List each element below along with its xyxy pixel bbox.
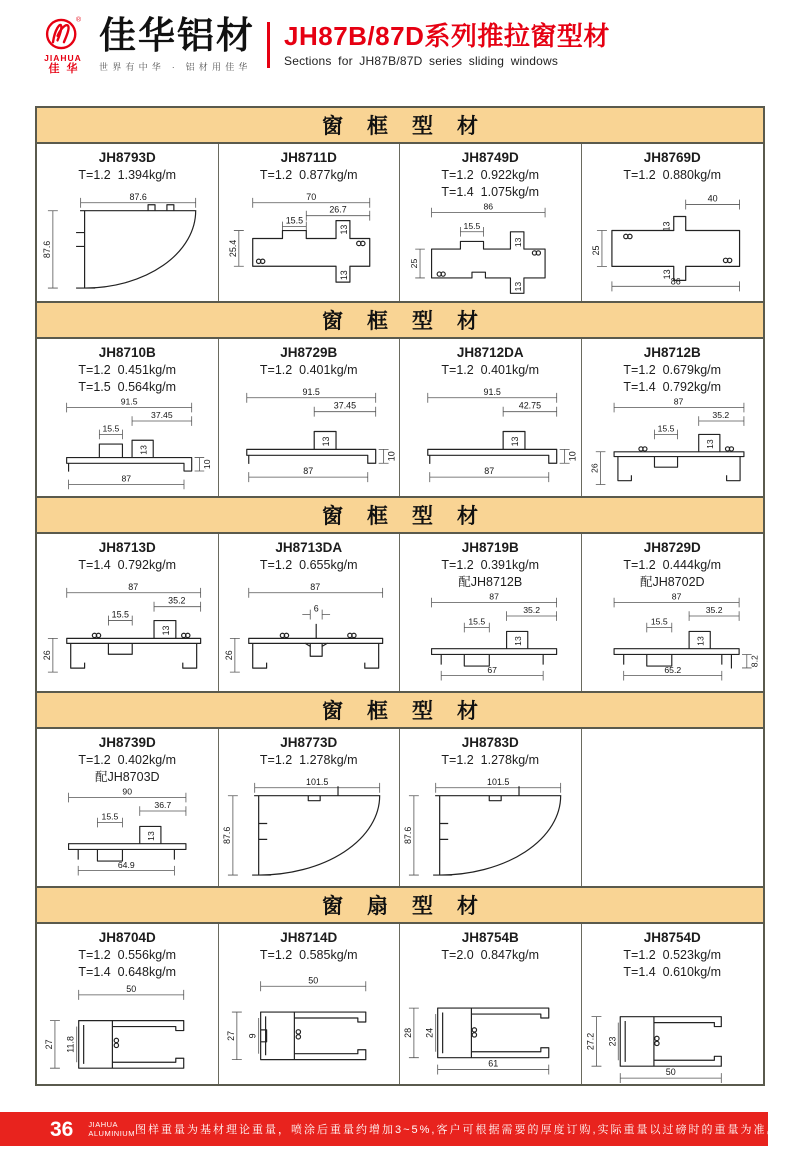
profile-cell	[582, 339, 764, 496]
profile-code: JH8773D	[280, 735, 338, 750]
profile-weight: T=1.2 0.401kg/m	[259, 363, 358, 378]
profile-cell	[219, 339, 401, 496]
profile-weight: T=1.2 0.922kg/m	[441, 168, 540, 183]
profile-drawing	[219, 184, 400, 301]
dim-label: 13	[661, 221, 672, 232]
profile-table	[35, 106, 765, 1086]
dim-label: 87	[489, 591, 499, 602]
section-header	[37, 886, 763, 924]
section-title: 窗框型材	[322, 115, 502, 138]
profile-code: JH8729B	[280, 345, 338, 360]
dim-label: 13	[160, 625, 171, 636]
jiahua-logo-icon	[43, 14, 83, 54]
dim-label: 15.5	[101, 811, 119, 822]
dim-label: 42.75	[518, 400, 542, 411]
dim-label: 13	[513, 281, 524, 292]
footer-brand	[88, 1120, 135, 1139]
profile-weight: T=1.4 0.648kg/m	[78, 965, 177, 980]
profile-code: JH8714D	[280, 930, 338, 945]
dim-label: 35.2	[711, 410, 729, 421]
dim-label: 25	[409, 258, 420, 269]
profile-cell	[400, 144, 582, 301]
profile-drawing	[37, 184, 218, 301]
dim-label: 10	[386, 451, 397, 462]
registered-mark: ®	[75, 15, 81, 23]
dim-label: 87.6	[221, 826, 232, 845]
profile-drawing	[400, 379, 581, 496]
section-row	[37, 534, 763, 691]
profile-weight: 配JH8703D	[94, 770, 160, 785]
title-block	[284, 22, 610, 69]
dim-label: 87.6	[41, 240, 52, 259]
profile-cell	[37, 729, 219, 886]
profile-cell	[37, 339, 219, 496]
profile-code: JH8783D	[461, 735, 519, 750]
section-row	[37, 339, 763, 496]
profile-weight: 配JH8702D	[639, 575, 705, 590]
profile-drawing	[400, 591, 581, 691]
dim-label: 13	[513, 636, 524, 646]
section-title: 窗扇型材	[322, 895, 502, 918]
dim-label: 13	[510, 436, 521, 447]
profile-weight: T=1.5 0.564kg/m	[78, 380, 177, 395]
dim-label: 15.5	[468, 616, 486, 627]
profile-cell	[582, 924, 764, 1084]
dim-label: 35.2	[168, 595, 186, 606]
profile-weight: T=1.4 0.610kg/m	[623, 965, 722, 980]
dim-label: 87.6	[129, 191, 147, 202]
profile-cell	[37, 144, 219, 301]
profile-weight: T=1.4 1.075kg/m	[441, 185, 540, 200]
dim-label: 64.9	[117, 859, 135, 870]
dim-label: 37.45	[151, 410, 173, 421]
brand-tagline: 世界有中华 · 铝材用佳华	[99, 62, 252, 72]
profile-weight: T=1.2 0.451kg/m	[78, 363, 177, 378]
dim-label: 10	[567, 451, 578, 462]
dim-label: 101.5	[305, 776, 328, 787]
dim-label: 61	[488, 1058, 499, 1069]
profile-weight: T=1.2 0.877kg/m	[259, 168, 358, 183]
dim-label: 26	[223, 650, 234, 661]
dim-label: 91.5	[120, 396, 138, 407]
profile-drawing	[400, 964, 581, 1084]
section-row	[37, 144, 763, 301]
section-title: 窗框型材	[322, 310, 502, 333]
profile-weight: T=1.4 0.792kg/m	[78, 558, 177, 573]
profile-code: JH8713D	[98, 540, 156, 555]
profile-weight: T=1.2 0.679kg/m	[623, 363, 722, 378]
profile-drawing	[37, 574, 218, 691]
profile-code: JH8710B	[98, 345, 156, 360]
section-5	[37, 886, 763, 1084]
profile-code: JH8749D	[461, 150, 519, 165]
dim-label: 24	[424, 1028, 435, 1038]
dim-label: 13	[513, 237, 524, 248]
dim-label: 23	[606, 1036, 617, 1047]
dim-label: 50	[126, 983, 137, 994]
profile-drawing	[582, 184, 764, 301]
profile-drawing	[219, 769, 400, 886]
dim-label: 15.5	[650, 616, 668, 627]
profile-drawing	[37, 786, 218, 886]
profile-code: JH8704D	[98, 930, 156, 945]
dim-label: 11.8	[65, 1036, 76, 1053]
profile-code: JH8769D	[643, 150, 701, 165]
brand-block	[99, 17, 255, 73]
dim-label: 87.6	[402, 826, 413, 845]
footer-brand-line1: JIAHUA	[88, 1119, 119, 1129]
profile-weight: T=1.2 0.880kg/m	[623, 168, 722, 183]
profile-weight: T=1.2 0.444kg/m	[623, 558, 722, 573]
profile-weight: T=1.2 0.585kg/m	[259, 948, 358, 963]
profile-cell	[400, 729, 582, 886]
page-footer	[0, 1112, 780, 1146]
page-number: 36	[50, 1117, 74, 1141]
profile-weight: T=1.2 0.391kg/m	[441, 558, 540, 573]
dim-label: 40	[707, 193, 718, 204]
dim-label: 13	[320, 436, 331, 447]
page-title: JH87B/87D系列推拉窗型材	[284, 20, 610, 51]
dim-label: 15.5	[111, 609, 129, 620]
profile-drawing	[400, 201, 581, 301]
dim-label: 87	[309, 581, 320, 592]
section-row	[37, 924, 763, 1084]
page-header	[35, 12, 770, 78]
page-subtitle: Sections for JH87B/87D series sliding windows	[284, 54, 559, 69]
profile-code: JH8711D	[280, 150, 337, 165]
dim-label: 15.5	[463, 220, 481, 231]
dim-label: 90	[122, 786, 133, 797]
logo-block	[35, 14, 91, 77]
profile-weight: T=1.2 0.655kg/m	[259, 558, 358, 573]
profile-code: JH8754B	[461, 930, 519, 945]
profile-cell	[219, 924, 401, 1084]
dim-label: 15.5	[657, 423, 674, 434]
profile-code: JH8793D	[98, 150, 156, 165]
dim-label: 27.2	[584, 1032, 595, 1051]
dim-label: 10	[201, 459, 212, 470]
dim-label: 9	[247, 1033, 258, 1039]
dim-label: 27	[43, 1039, 54, 1050]
profile-weight: T=1.2 0.402kg/m	[78, 753, 177, 768]
dim-label: 87	[484, 466, 495, 477]
section-header	[37, 108, 763, 144]
dim-label: 36.7	[154, 800, 172, 811]
section-2	[37, 301, 763, 496]
profile-drawing	[37, 396, 218, 496]
dim-label: 27	[225, 1030, 236, 1041]
profile-cell	[219, 144, 401, 301]
section-header	[37, 691, 763, 729]
profile-weight: T=2.0 0.847kg/m	[441, 948, 540, 963]
profile-drawing	[219, 379, 400, 496]
dim-label: 6	[313, 603, 319, 614]
header-divider	[267, 22, 270, 68]
profile-cell	[219, 534, 401, 691]
dim-label: 15.5	[285, 215, 303, 226]
profile-code: JH8739D	[98, 735, 156, 750]
logo-cn-text: 佳华	[48, 63, 85, 76]
profile-drawing	[219, 574, 400, 691]
dim-label: 35.2	[523, 605, 541, 616]
dim-label: 26.7	[328, 204, 347, 215]
dim-label: 13	[695, 636, 706, 646]
profile-weight: 配JH8712B	[458, 575, 523, 590]
profile-cell-empty	[582, 729, 764, 886]
profile-code: JH8712DA	[456, 345, 524, 360]
dim-label: 37.45	[333, 400, 356, 411]
profile-cell	[37, 534, 219, 691]
dim-label: 25.4	[227, 239, 238, 258]
section-header	[37, 496, 763, 534]
section-title: 窗框型材	[322, 505, 502, 528]
dim-label: 87	[302, 466, 313, 477]
profile-cell	[582, 534, 764, 691]
dim-label: 91.5	[302, 386, 320, 397]
dim-label: 26	[589, 463, 600, 473]
profile-cell	[219, 729, 401, 886]
dim-label: 87	[671, 591, 681, 602]
section-4	[37, 691, 763, 886]
profile-drawing	[582, 396, 764, 496]
dim-label: 86	[670, 276, 681, 287]
profile-drawing	[582, 591, 764, 691]
profile-drawing	[400, 769, 581, 886]
dim-label: 50	[307, 975, 318, 986]
section-title: 窗框型材	[322, 700, 502, 723]
profile-code: JH8729D	[643, 540, 701, 555]
profile-code: JH8754D	[643, 930, 701, 945]
dim-label: 65.2	[663, 664, 681, 675]
profile-drawing	[219, 964, 400, 1084]
dim-label: 28	[402, 1028, 413, 1038]
profile-code: JH8713DA	[275, 540, 343, 555]
profile-code: JH8719B	[461, 540, 519, 555]
dim-label: 8.2	[748, 655, 759, 668]
brand-name: 佳华铝材	[99, 15, 255, 56]
dim-label: 13	[138, 445, 149, 455]
section-row	[37, 729, 763, 886]
dim-label: 13	[704, 439, 715, 449]
profile-drawing	[582, 981, 764, 1084]
dim-label: 35.2	[705, 605, 723, 616]
dim-label: 87	[121, 473, 132, 484]
profile-cell	[400, 534, 582, 691]
profile-weight: T=1.2 1.394kg/m	[78, 168, 177, 183]
dim-label: 13	[661, 269, 672, 280]
dim-label: 70	[305, 191, 316, 202]
dim-label: 87	[128, 581, 139, 592]
profile-weight: T=1.2 1.278kg/m	[259, 753, 358, 768]
profile-drawing	[37, 981, 218, 1084]
dim-label: 67	[487, 664, 497, 675]
section-3	[37, 496, 763, 691]
dim-label: 25	[590, 245, 601, 256]
dim-label: 86	[483, 201, 494, 212]
profile-cell	[37, 924, 219, 1084]
footer-note: 图样重量为基材理论重量，喷涂后重量约增加3~5%,客户可根据需要的厚度订购,实际重量以过磅时的重量为准。	[134, 1124, 780, 1136]
dim-label: 13	[338, 270, 349, 281]
footer-brand-line2: ALUMINIUM	[88, 1129, 135, 1138]
profile-cell	[400, 924, 582, 1084]
profile-weight: T=1.2 0.401kg/m	[441, 363, 540, 378]
dim-label: 15.5	[102, 423, 120, 434]
dim-label: 87	[673, 396, 683, 407]
dim-label: 13	[338, 224, 349, 235]
dim-label: 101.5	[487, 776, 510, 787]
section-header	[37, 301, 763, 339]
section-1	[37, 108, 763, 301]
profile-weight: T=1.2 1.278kg/m	[441, 753, 540, 768]
profile-weight: T=1.4 0.792kg/m	[623, 380, 722, 395]
profile-weight: T=1.2 0.556kg/m	[78, 948, 177, 963]
dim-label: 91.5	[483, 386, 501, 397]
profile-cell	[582, 144, 764, 301]
profile-cell	[400, 339, 582, 496]
profile-code: JH8712B	[643, 345, 701, 360]
logo-en-text: JIAHUA	[44, 52, 82, 63]
dim-label: 26	[41, 650, 52, 661]
dim-label: 50	[665, 1067, 676, 1078]
dim-label: 13	[146, 831, 157, 841]
profile-weight: T=1.2 0.523kg/m	[623, 948, 722, 963]
